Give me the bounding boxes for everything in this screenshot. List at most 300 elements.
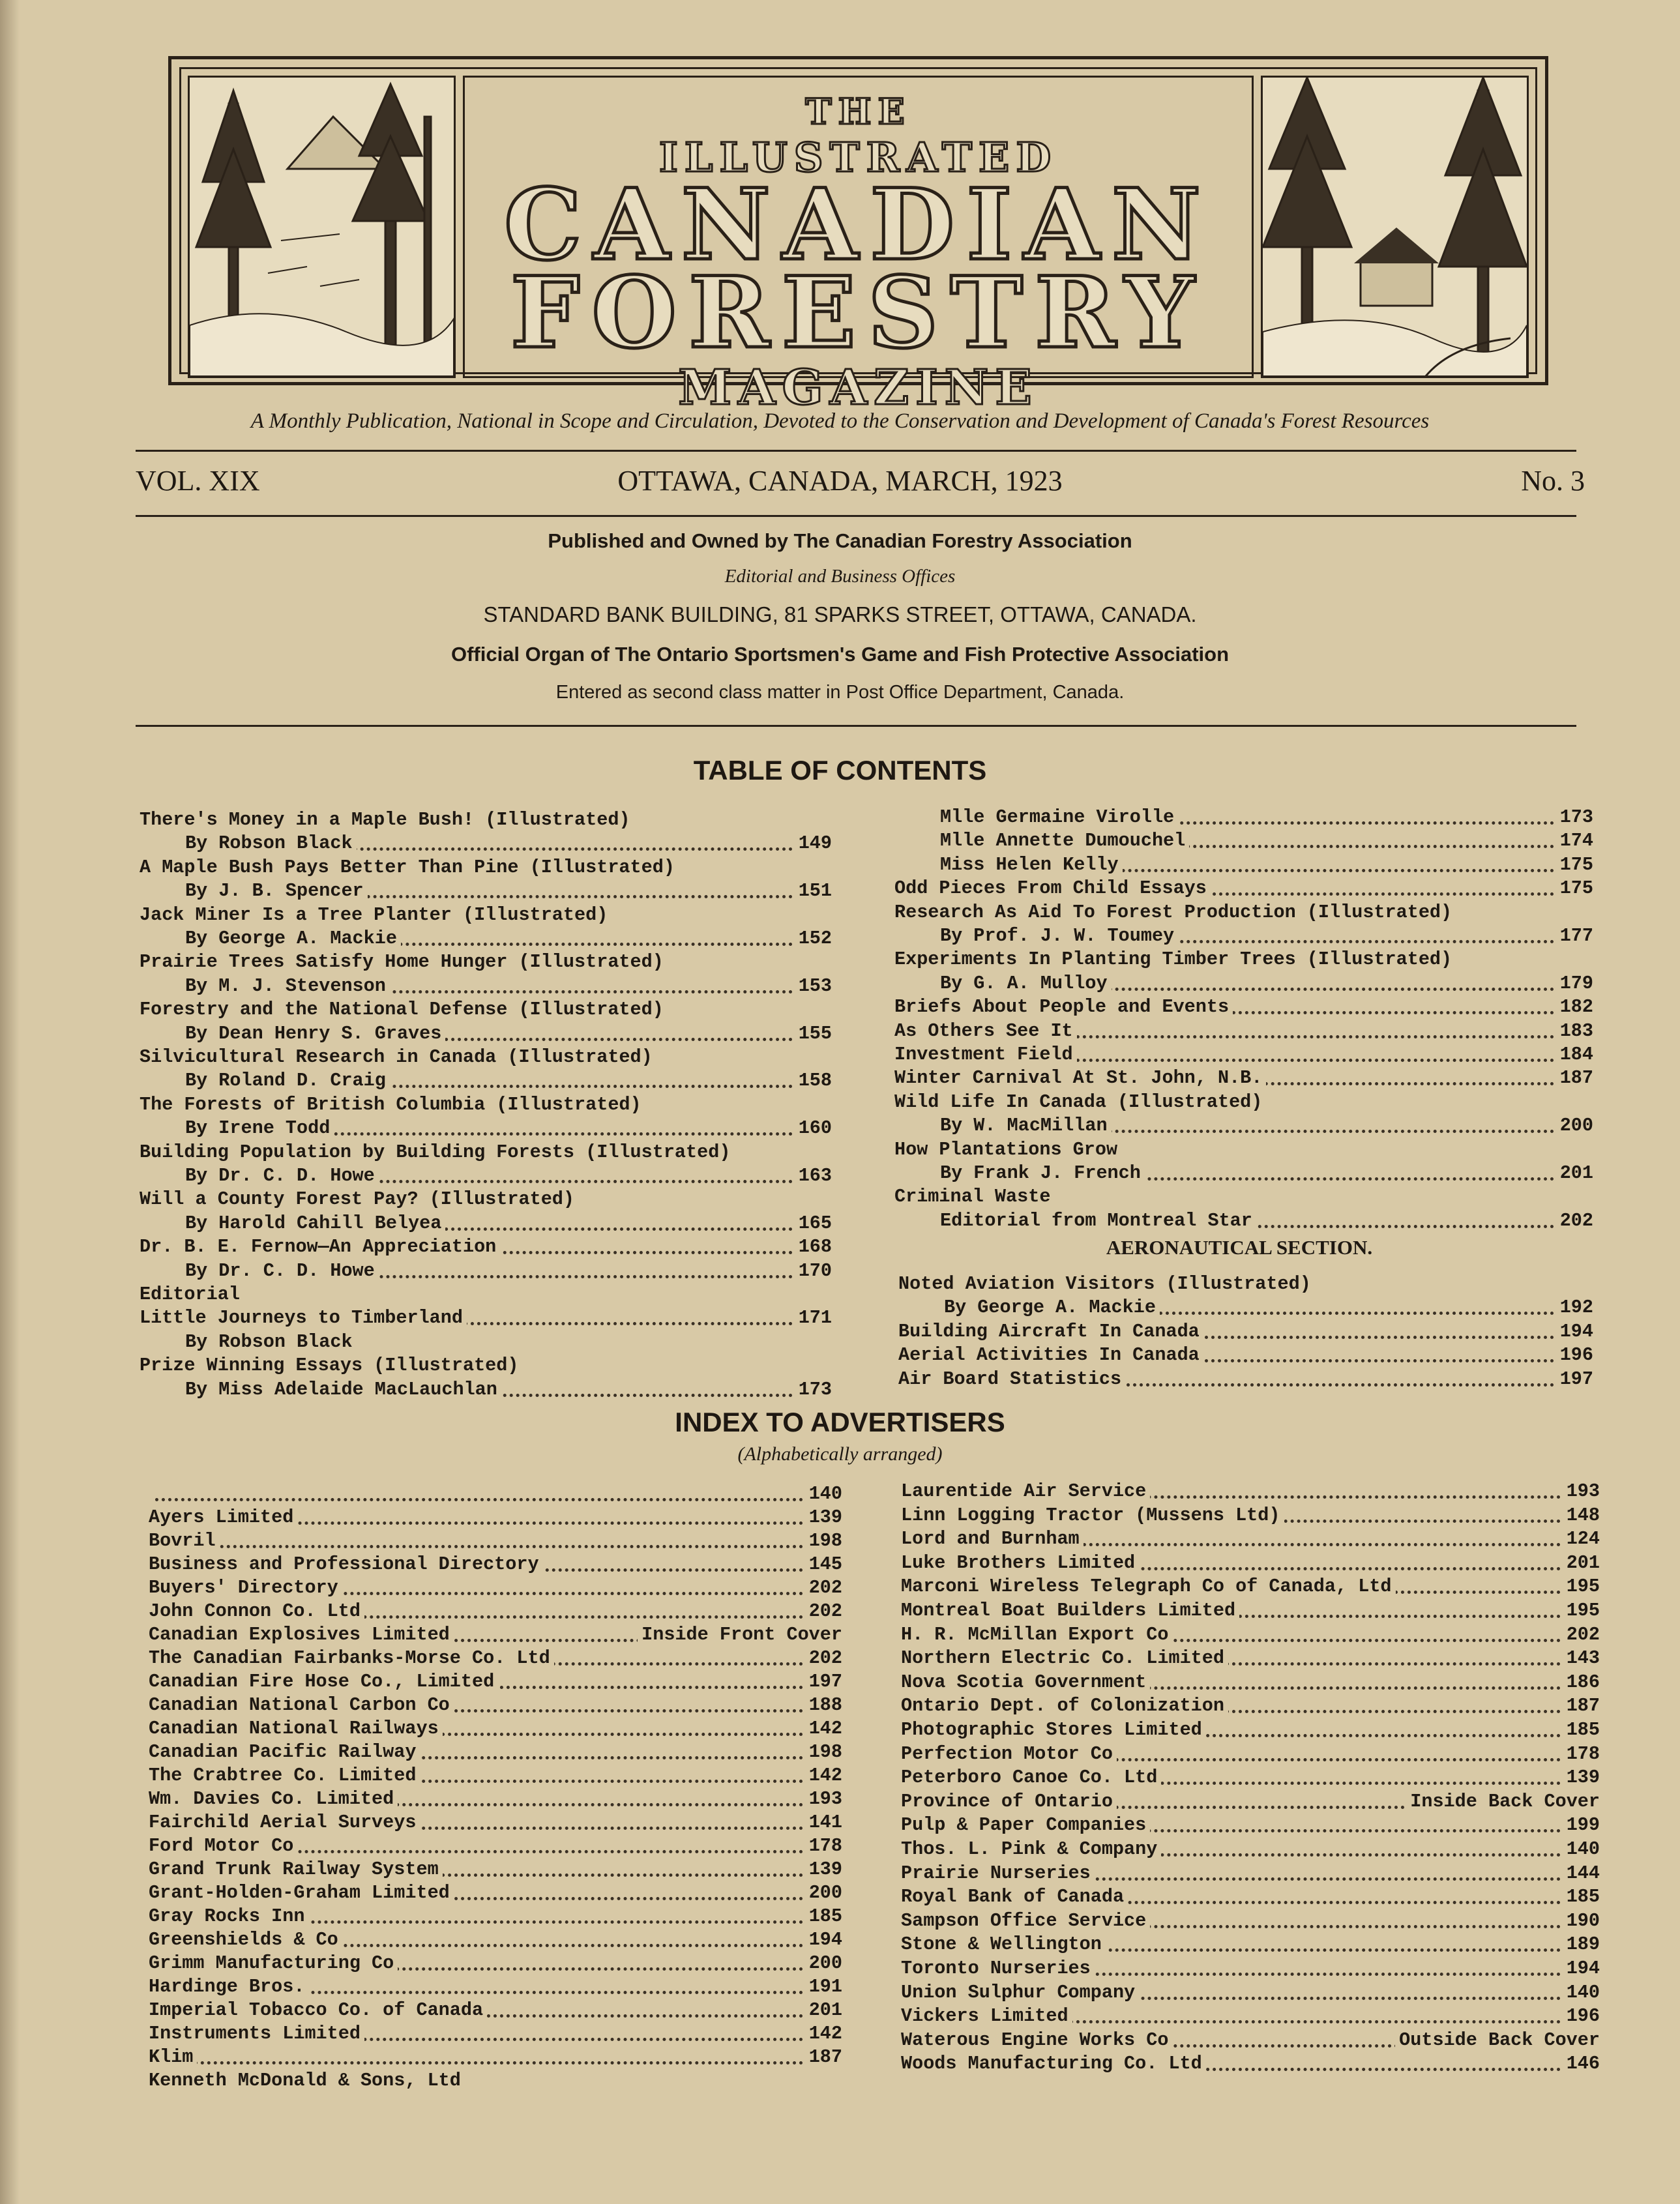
page-number: 197 — [805, 1670, 842, 1694]
list-entry — [901, 1694, 1600, 1718]
title-forestry: FORESTRY — [510, 256, 1207, 370]
page-number: 187 — [1563, 1694, 1600, 1718]
list-entry — [149, 1670, 842, 1694]
entry-title: H. R. McMillan Export Co — [901, 1624, 1172, 1645]
page-number: 189 — [1563, 1933, 1600, 1956]
page-number: Outside Back Cover — [1395, 2029, 1600, 2052]
list-entry — [894, 877, 1593, 900]
page-edge — [0, 0, 20, 2204]
entry-title: The Crabtree Co. Limited — [149, 1765, 420, 1786]
page-number: 178 — [1563, 1742, 1600, 1766]
page-number: 202 — [1563, 1623, 1600, 1647]
entry-title: Criminal Waste — [894, 1186, 1054, 1207]
page-number: 171 — [795, 1306, 832, 1330]
page-number: 160 — [795, 1117, 832, 1140]
entry-title: Laurentide Air Service — [901, 1480, 1150, 1502]
entry-title: By Irene Todd — [140, 1117, 334, 1139]
list-entry — [140, 1046, 832, 1069]
page-number: 201 — [1556, 1162, 1593, 1185]
list-entry — [894, 995, 1593, 1019]
page-number: 201 — [1563, 1551, 1600, 1575]
list-entry — [901, 1480, 1600, 1503]
page-number: 141 — [805, 1811, 842, 1834]
entry-title: Perfection Motor Co — [901, 1743, 1117, 1765]
dot-leader — [149, 1498, 803, 1501]
entry-title: Ayers Limited — [149, 1506, 297, 1528]
list-entry — [149, 1482, 842, 1506]
publisher-line: Published and Owned by The Canadian Forestry Association — [548, 529, 1132, 552]
page-number: 158 — [795, 1069, 832, 1093]
title-the: THE — [805, 91, 911, 132]
page-number: Inside Back Cover — [1406, 1790, 1600, 1814]
list-entry — [898, 1368, 1593, 1391]
list-entry — [894, 1162, 1593, 1185]
entry-title — [149, 1483, 153, 1505]
entry-title: Canadian Pacific Railway — [149, 1741, 420, 1763]
entry-title: Prairie Trees Satisfy Home Hunger (Illustrated) — [140, 951, 668, 973]
entry-title: Lord and Burnham — [901, 1528, 1083, 1550]
list-entry — [140, 1069, 832, 1093]
list-entry — [894, 853, 1593, 877]
page-number: 190 — [1563, 1909, 1600, 1933]
page-number: 165 — [795, 1212, 832, 1235]
list-entry — [149, 1905, 842, 1928]
page-number: 124 — [1563, 1527, 1600, 1551]
entry-title: By Dr. C. D. Howe — [140, 1165, 379, 1186]
entry-title: Montreal Boat Builders Limited — [901, 1600, 1239, 1621]
divider — [136, 450, 1576, 452]
entry-title: Building Population by Building Forests (Illustrated) — [140, 1141, 734, 1163]
list-entry — [140, 1188, 832, 1211]
entry-title: Waterous Engine Works Co — [901, 2029, 1172, 2051]
aeronautical-heading: AERONAUTICAL SECTION. — [1106, 1236, 1373, 1259]
advertisers-subheading: (Alphabetically arranged) — [737, 1443, 943, 1465]
page-number: 146 — [1563, 2052, 1600, 2076]
entry-title: Canadian Explosives Limited — [149, 1624, 454, 1645]
entry-title: Imperial Tobacco Co. of Canada — [149, 1999, 487, 2021]
entry-title: By Robson Black — [140, 1331, 357, 1353]
page-number: 202 — [1556, 1209, 1593, 1233]
entry-title: Toronto Nurseries — [901, 1958, 1095, 1979]
official-organ-line: Official Organ of The Ontario Sportsmen's Game and Fish Protective Association — [450, 643, 1230, 666]
entry-title: Noted Aviation Visitors (Illustrated) — [898, 1273, 1315, 1295]
page-number: 192 — [1556, 1296, 1593, 1319]
tagline: A Monthly Publication, National in Scope and Circulation, Devoted to the Conservation and Development of Canada's Forest Resources — [250, 409, 1430, 433]
list-entry — [898, 1272, 1593, 1296]
list-entry — [140, 1212, 832, 1235]
entry-title: Royal Bank of Canada — [901, 1886, 1128, 1907]
list-entry — [149, 1764, 842, 1787]
entry-title: Air Board Statistics — [898, 1368, 1125, 1390]
entry-title: Greenshields & Co — [149, 1929, 342, 1950]
list-entry — [149, 2069, 842, 2093]
entry-title: Miss Helen Kelly — [894, 854, 1123, 875]
entry-title: Hardinge Bros. — [149, 1976, 308, 1997]
page-number: 139 — [805, 1506, 842, 1529]
entry-title: Wild Life In Canada (Illustrated) — [894, 1091, 1266, 1113]
page-number: 188 — [805, 1694, 842, 1717]
entry-title: Little Journeys to Timberland — [140, 1307, 467, 1329]
list-entry — [140, 1306, 832, 1330]
page-number: 202 — [805, 1647, 842, 1670]
page-number: 142 — [805, 1717, 842, 1741]
page-number: 173 — [795, 1378, 832, 1402]
list-entry — [894, 924, 1593, 948]
page-number: 151 — [795, 879, 832, 903]
page-number: 140 — [805, 1482, 842, 1506]
entry-title: By W. MacMillan — [894, 1115, 1112, 1136]
entry-title: Experiments In Planting Timber Trees (Illustrated) — [894, 948, 1456, 970]
title-illustrated: ILLUSTRATED — [658, 134, 1058, 181]
page-number: 186 — [1563, 1671, 1600, 1694]
list-entry — [140, 1330, 832, 1354]
list-entry — [894, 1138, 1593, 1162]
list-entry — [140, 1141, 832, 1164]
list-entry — [140, 1378, 832, 1402]
entry-title: The Canadian Fairbanks-Morse Co. Ltd — [149, 1647, 554, 1669]
entry-title: Editorial — [140, 1284, 244, 1305]
entry-title: Dr. B. E. Fernow—An Appreciation — [140, 1236, 500, 1257]
list-entry — [901, 1599, 1600, 1623]
page-number: 194 — [1556, 1320, 1593, 1344]
list-entry — [140, 1022, 832, 1046]
entry-title: Pulp & Paper Companies — [901, 1814, 1150, 1836]
page-number: 198 — [805, 1741, 842, 1764]
dot-leader — [149, 1545, 803, 1548]
entry-title: By George A. Mackie — [898, 1297, 1160, 1318]
page-number: 145 — [805, 1553, 842, 1576]
list-entry — [140, 1354, 832, 1377]
list-entry — [149, 1787, 842, 1811]
entry-title: Thos. L. Pink & Company — [901, 1838, 1161, 1860]
entry-title: Peterboro Canoe Co. Ltd — [901, 1767, 1161, 1788]
list-entry — [149, 1811, 842, 1834]
page-number: 142 — [805, 1764, 842, 1787]
list-entry — [901, 2005, 1600, 2028]
entry-title: Wm. Davies Co. Limited — [149, 1788, 398, 1810]
entry-title: Jack Miner Is a Tree Planter (Illustrated) — [140, 904, 612, 926]
list-entry — [901, 2052, 1600, 2076]
page-number: 202 — [805, 1600, 842, 1623]
list-entry — [149, 1975, 842, 1999]
entry-title: Prairie Nurseries — [901, 1862, 1095, 1884]
entry-title: Ontario Dept. of Colonization — [901, 1695, 1228, 1716]
entry-title: By Robson Black — [140, 832, 357, 854]
list-entry — [149, 2046, 842, 2069]
list-entry — [901, 1933, 1600, 1956]
list-entry — [901, 2029, 1600, 2052]
list-entry — [901, 1551, 1600, 1575]
list-entry — [149, 1623, 842, 1647]
entry-title: By G. A. Mulloy — [894, 973, 1112, 994]
list-entry — [140, 1117, 832, 1140]
entry-title: As Others See It — [894, 1020, 1077, 1042]
toc-heading: TABLE OF CONTENTS — [693, 755, 987, 786]
entry-title: Investment Field — [894, 1044, 1077, 1065]
entry-title: By Harold Cahill Belyea — [140, 1212, 445, 1234]
list-entry — [149, 1928, 842, 1952]
list-entry — [149, 1694, 842, 1717]
page-number: 174 — [1556, 829, 1593, 853]
page-number: 185 — [1563, 1718, 1600, 1742]
page-number: 194 — [1563, 1957, 1600, 1980]
entry-title: Instruments Limited — [149, 2023, 364, 2044]
page-number: 153 — [795, 975, 832, 998]
page-number: 175 — [1556, 877, 1593, 900]
entry-title: John Connon Co. Ltd — [149, 1600, 364, 1622]
entry-title: Bovril — [149, 1530, 220, 1551]
entry-title: By Frank J. French — [894, 1162, 1145, 1184]
entry-title: The Forests of British Columbia (Illustrated) — [140, 1094, 645, 1115]
entry-title: Winter Carnival At St. John, N.B. — [894, 1067, 1266, 1089]
entry-title: Province of Ontario — [901, 1791, 1117, 1812]
entry-title: Business and Professional Directory — [149, 1553, 543, 1575]
list-entry — [894, 948, 1593, 971]
entry-title: Stone & Wellington — [901, 1933, 1106, 1955]
page-number: 195 — [1563, 1599, 1600, 1623]
page-number: 187 — [1556, 1066, 1593, 1090]
page-number: Inside Front Cover — [638, 1623, 842, 1647]
title-magazine: MAGAZINE — [678, 360, 1039, 416]
list-entry — [140, 975, 832, 998]
page-number: 196 — [1563, 2005, 1600, 2028]
list-entry — [149, 1858, 842, 1881]
entry-title: Editorial from Montreal Star — [894, 1210, 1256, 1231]
entry-title: Klim — [149, 2046, 197, 2068]
list-entry — [901, 1790, 1600, 1814]
entry-title: Silvicultural Research in Canada (Illustrated) — [140, 1046, 656, 1068]
entry-title: By M. J. Stevenson — [140, 975, 390, 997]
page-number: 193 — [805, 1787, 842, 1811]
entry-title: Mlle Annette Dumouchel — [894, 830, 1189, 851]
entry-title: Northern Electric Co. Limited — [901, 1647, 1228, 1669]
list-entry — [901, 1981, 1600, 2005]
page-number: 193 — [1563, 1480, 1600, 1503]
list-entry — [894, 972, 1593, 995]
list-entry — [149, 1647, 842, 1670]
list-entry — [901, 1671, 1600, 1694]
entry-title: Sampson Office Service — [901, 1910, 1150, 1932]
list-entry — [894, 1091, 1593, 1114]
advertisers-heading: INDEX TO ADVERTISERS — [675, 1407, 1005, 1437]
page-number: 177 — [1556, 924, 1593, 948]
page-number: 183 — [1556, 1020, 1593, 1043]
page-number: 148 — [1563, 1504, 1600, 1527]
list-entry — [149, 1553, 842, 1576]
list-entry — [901, 1909, 1600, 1933]
list-entry — [140, 1283, 832, 1306]
list-entry — [901, 1742, 1600, 1766]
list-entry — [901, 1718, 1600, 1742]
list-entry — [894, 1020, 1593, 1043]
entry-title: By J. B. Spencer — [140, 880, 368, 902]
entry-title: By Miss Adelaide MacLauchlan — [140, 1379, 501, 1400]
page-number: 140 — [1563, 1981, 1600, 2005]
page-number: 196 — [1556, 1344, 1593, 1367]
entry-title: By Roland D. Craig — [140, 1070, 390, 1091]
entry-title: Luke Brothers Limited — [901, 1552, 1139, 1574]
offices-line: Editorial and Business Offices — [724, 566, 956, 587]
list-entry — [140, 927, 832, 950]
entry-title: Prize Winning Essays (Illustrated) — [140, 1355, 523, 1376]
page-number: 149 — [795, 832, 832, 855]
address-line: STANDARD BANK BUILDING, 81 SPARKS STREET, OTTAWA, CANADA. — [483, 602, 1197, 626]
list-entry — [894, 1185, 1593, 1209]
list-entry — [901, 1575, 1600, 1598]
page-number: 191 — [805, 1975, 842, 1999]
list-entry — [149, 1834, 842, 1858]
page-number: 170 — [795, 1259, 832, 1283]
entry-title: Grand Trunk Railway System — [149, 1859, 443, 1880]
page-number: 152 — [795, 927, 832, 950]
list-entry — [894, 806, 1593, 829]
list-entry — [149, 1741, 842, 1764]
list-entry — [140, 998, 832, 1021]
page-number: 200 — [805, 1952, 842, 1975]
entry-title: Union Sulphur Company — [901, 1982, 1139, 2003]
page-number: 198 — [805, 1529, 842, 1553]
list-entry — [149, 2022, 842, 2046]
entry-title: Building Aircraft In Canada — [898, 1321, 1203, 1342]
list-entry — [894, 1066, 1593, 1090]
entry-title: By Dr. C. D. Howe — [140, 1260, 379, 1282]
entry-title: Briefs About People and Events — [894, 996, 1233, 1018]
forest-illustration-right — [1261, 76, 1529, 378]
entry-title: Forestry and the National Defense (Illustrated) — [140, 999, 668, 1020]
list-entry — [894, 829, 1593, 853]
entry-title: Odd Pieces From Child Essays — [894, 877, 1211, 899]
list-entry — [140, 879, 832, 903]
entry-title: Buyers' Directory — [149, 1577, 342, 1598]
page-number: 173 — [1556, 806, 1593, 829]
page-number: 185 — [805, 1905, 842, 1928]
list-entry — [149, 1529, 842, 1553]
page-number: 182 — [1556, 995, 1593, 1019]
list-entry — [901, 1885, 1600, 1909]
entry-title: Fairchild Aerial Surveys — [149, 1812, 420, 1833]
list-entry — [140, 1164, 832, 1188]
page-number: 184 — [1556, 1043, 1593, 1066]
divider — [136, 725, 1576, 727]
entry-title: There's Money in a Maple Bush! (Illustrated) — [140, 809, 634, 830]
list-entry — [140, 1093, 832, 1117]
page-number: 200 — [805, 1881, 842, 1905]
list-entry — [149, 1600, 842, 1623]
page-number: 178 — [805, 1834, 842, 1858]
list-entry — [894, 1114, 1593, 1138]
entry-title: Canadian National Carbon Co — [149, 1694, 454, 1716]
list-entry — [901, 1957, 1600, 1980]
issue-number: No. 3 — [1521, 465, 1585, 497]
page-number: 199 — [1563, 1814, 1600, 1837]
list-entry — [149, 1999, 842, 2022]
divider — [136, 515, 1576, 517]
page-number: 179 — [1556, 972, 1593, 995]
page-number: 155 — [795, 1022, 832, 1046]
page-number: 140 — [1563, 1838, 1600, 1861]
page-number: 201 — [805, 1999, 842, 2022]
entry-title: Mlle Germaine Virolle — [894, 806, 1178, 828]
page-number: 187 — [805, 2046, 842, 2069]
entry-title: Grimm Manufacturing Co — [149, 1952, 398, 1974]
entry-title: Nova Scotia Government — [901, 1671, 1150, 1693]
list-entry — [898, 1344, 1593, 1367]
list-entry — [140, 1235, 832, 1259]
entry-title: A Maple Bush Pays Better Than Pine (Illustrated) — [140, 857, 679, 878]
list-entry — [901, 1504, 1600, 1527]
entry-title: Grant-Holden-Graham Limited — [149, 1882, 454, 1903]
entry-title: Canadian Fire Hose Co., Limited — [149, 1671, 498, 1692]
list-entry — [894, 1209, 1593, 1233]
title-canadian: CANADIAN — [504, 168, 1213, 282]
list-entry — [901, 1838, 1600, 1861]
list-entry — [901, 1814, 1600, 1837]
list-entry — [901, 1623, 1600, 1647]
list-entry — [149, 1576, 842, 1600]
page-number: 175 — [1556, 853, 1593, 877]
masthead-inner-frame — [179, 67, 1537, 416]
entry-title: By Prof. J. W. Toumey — [894, 925, 1178, 947]
entry-title: By Dean Henry S. Graves — [140, 1023, 445, 1044]
list-entry — [140, 856, 832, 879]
entry-title: Woods Manufacturing Co. Ltd — [901, 2053, 1206, 2074]
list-entry — [901, 1527, 1600, 1551]
page-number: 163 — [795, 1164, 832, 1188]
page-number: 168 — [795, 1235, 832, 1259]
list-entry — [901, 1647, 1600, 1670]
page-number: 202 — [805, 1576, 842, 1600]
entry-title: Linn Logging Tractor (Mussens Ltd) — [901, 1505, 1284, 1526]
list-entry — [901, 1766, 1600, 1789]
entry-title: By George A. Mackie — [140, 928, 401, 949]
list-entry — [894, 1043, 1593, 1066]
list-entry — [894, 901, 1593, 924]
entry-title: Research As Aid To Forest Production (Illustrated) — [894, 902, 1456, 923]
entry-title: Gray Rocks Inn — [149, 1905, 308, 1927]
page-number: 139 — [1563, 1766, 1600, 1789]
list-entry — [149, 1506, 842, 1529]
masthead — [168, 56, 1548, 416]
entry-title: Ford Motor Co — [149, 1835, 297, 1857]
entry-title: How Plantations Grow — [894, 1139, 1121, 1160]
page-number: 194 — [805, 1928, 842, 1952]
list-entry — [140, 832, 832, 855]
page-number: 142 — [805, 2022, 842, 2046]
list-entry — [140, 1259, 832, 1283]
dateline: OTTAWA, CANADA, MARCH, 1923 — [617, 465, 1063, 497]
page-number: 195 — [1563, 1575, 1600, 1598]
page-number: 200 — [1556, 1114, 1593, 1138]
page-number: 143 — [1563, 1647, 1600, 1670]
list-entry — [898, 1296, 1593, 1319]
title-panel — [463, 76, 1254, 416]
list-entry — [898, 1320, 1593, 1344]
page-number: 185 — [1563, 1885, 1600, 1909]
entry-title: Photographic Stores Limited — [901, 1719, 1206, 1741]
page-number: 197 — [1556, 1368, 1593, 1391]
page-number: 139 — [805, 1858, 842, 1881]
entry-title: Canadian National Railways — [149, 1718, 443, 1739]
list-entry — [149, 1881, 842, 1905]
forest-illustration-left — [188, 76, 456, 378]
entry-title: Marconi Wireless Telegraph Co of Canada, Ltd — [901, 1576, 1396, 1597]
list-entry — [149, 1952, 842, 1975]
entry-title: Will a County Forest Pay? (Illustrated) — [140, 1188, 578, 1210]
list-entry — [901, 1862, 1600, 1885]
list-entry — [140, 950, 832, 974]
dot-leader — [149, 2061, 803, 2064]
entry-notice-line: Entered as second class matter in Post Office Department, Canada. — [555, 682, 1125, 703]
